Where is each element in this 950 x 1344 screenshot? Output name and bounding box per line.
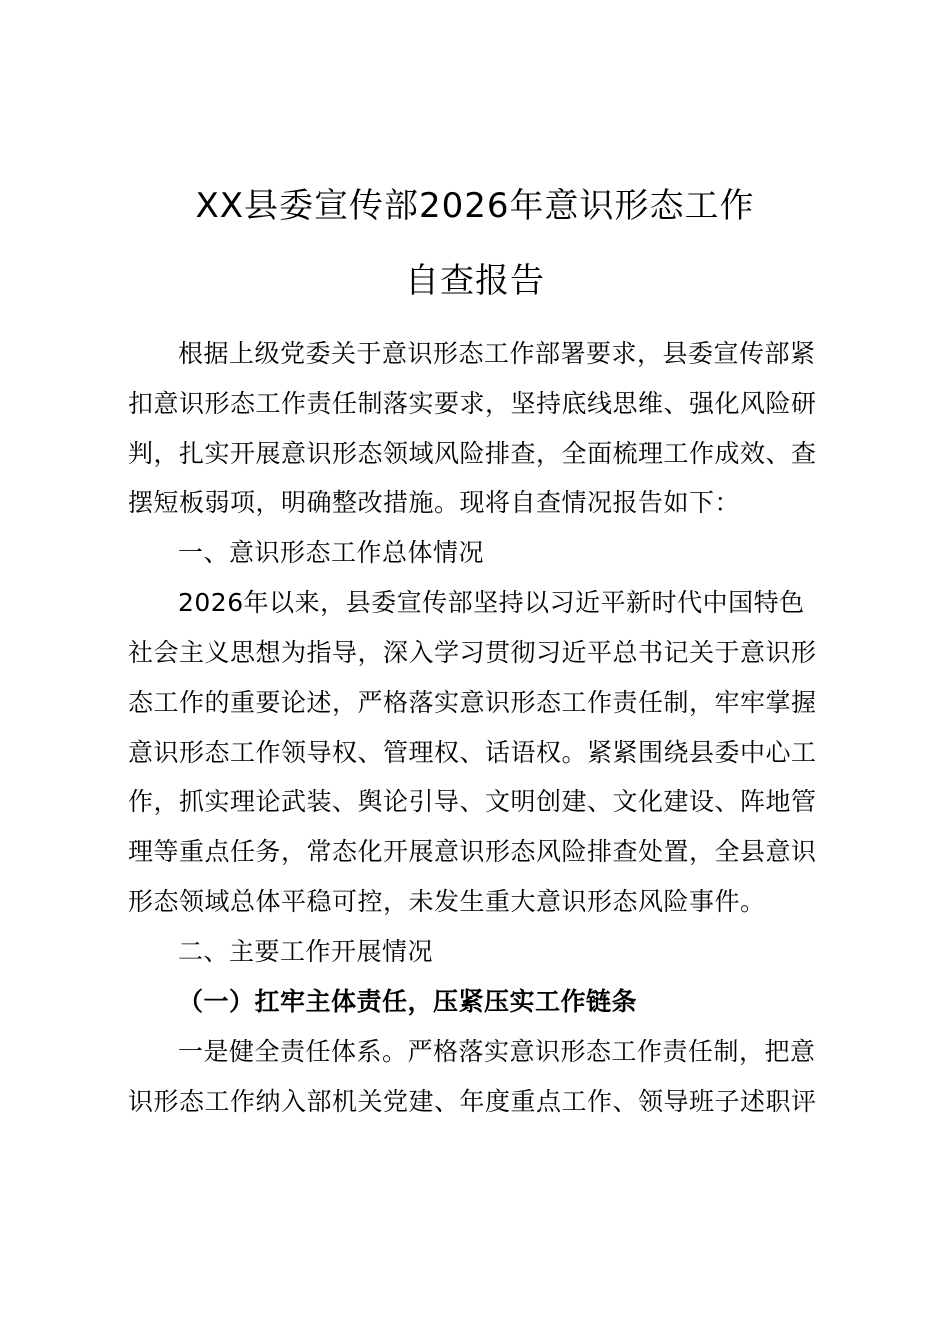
paragraph-2-line-5: 作，抓实理论武装、舆论引导、文明创建、文化建设、阵地管 bbox=[128, 787, 817, 816]
paragraph-3-line-2: 识形态工作纳入部机关党建、年度重点工作、领导班子述职评 bbox=[128, 1087, 817, 1116]
section-heading-1: 一、意识形态工作总体情况 bbox=[178, 538, 485, 567]
paragraph-1-line-4: 摆短板弱项，明确整改措施。现将自查情况报告如下： bbox=[128, 488, 741, 517]
paragraph-2-line-4: 意识形态工作领导权、管理权、话语权。紧紧围绕县委中心工 bbox=[128, 738, 817, 767]
paragraph-2-line-2: 社会主义思想为指导，深入学习贯彻习近平总书记关于意识形 bbox=[128, 638, 817, 667]
paragraph-1-line-1: 根据上级党委关于意识形态工作部署要求，县委宣传部紧 bbox=[178, 339, 816, 368]
document-title-line-1: XX县委宣传部2026年意识形态工作 bbox=[195, 186, 755, 226]
paragraph-3-line-1: 一是健全责任体系。严格落实意识形态工作责任制，把意 bbox=[178, 1037, 816, 1066]
paragraph-1-line-2: 扣意识形态工作责任制落实要求，坚持底线思维、强化风险研 bbox=[128, 389, 817, 418]
document-title-line-2: 自查报告 bbox=[405, 261, 545, 301]
paragraph-2-line-6: 理等重点任务，常态化开展意识形态风险排查处置，全县意识 bbox=[128, 837, 817, 866]
paragraph-2-line-7: 形态领域总体平稳可控，未发生重大意识形态风险事件。 bbox=[128, 887, 766, 916]
paragraph-1-line-3: 判，扎实开展意识形态领域风险排查，全面梳理工作成效、查 bbox=[128, 439, 817, 468]
section-heading-2: 二、主要工作开展情况 bbox=[178, 937, 434, 966]
paragraph-2-line-3: 态工作的重要论述，严格落实意识形态工作责任制，牢牢掌握 bbox=[128, 688, 817, 717]
paragraph-2-line-1: 2026年以来，县委宣传部坚持以习近平新时代中国特色 bbox=[178, 588, 805, 617]
subsection-heading-1: （一）扛牢主体责任，压紧压实工作链条 bbox=[178, 987, 638, 1016]
